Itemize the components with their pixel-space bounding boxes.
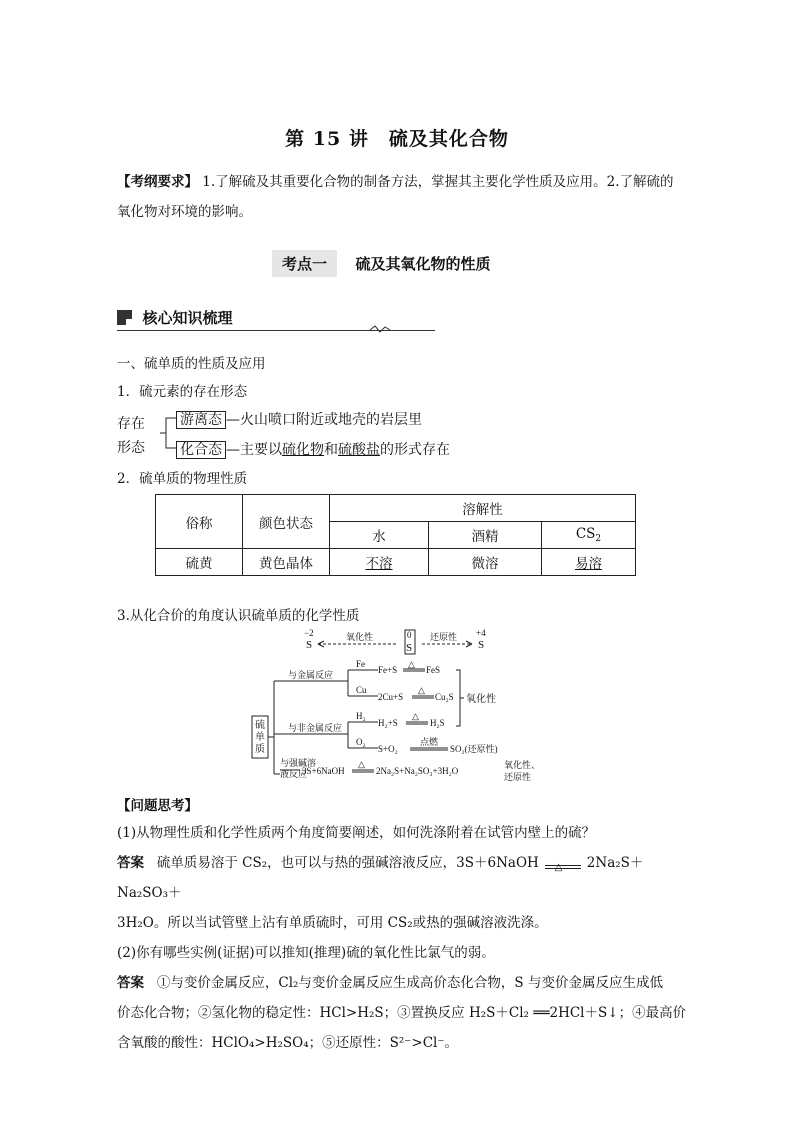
brace-icon xyxy=(158,412,178,452)
subsection-1: 一、硫单质的性质及应用 xyxy=(117,356,266,372)
h2-label: H₂ xyxy=(356,711,366,721)
and-text: 和 xyxy=(324,442,338,458)
combined-state-row xyxy=(176,439,450,459)
cell-water-text: 不溶 xyxy=(365,556,393,572)
oxidizing-label: 氧化性 xyxy=(346,632,374,642)
answer-1-part2: 2Na₂S＋Na₂SO₃＋ xyxy=(117,855,644,901)
section-heading xyxy=(117,307,232,328)
fe-product: FeS xyxy=(426,665,441,675)
free-state-desc: —火山喷口附近或地壳的岩层里 xyxy=(226,412,422,428)
sulfide-text: 硫化物 xyxy=(282,442,324,458)
free-state-row xyxy=(176,409,422,429)
combined-pre: —主要以 xyxy=(226,442,282,458)
exam-label: 【考纲要求】 xyxy=(117,174,198,190)
physical-properties-table xyxy=(155,494,636,576)
sulfur-unit-3: 质 xyxy=(255,744,265,755)
answer-2-text1: ①与变价金属反应，Cl₂与变价金属反应生成高价态化合物，S 与变价金属反应生成低 xyxy=(156,975,663,991)
item-3: 3.从化合价的角度认识硫单质的化学性质 xyxy=(117,608,360,624)
existence-label-2: 形态 xyxy=(117,440,145,456)
base-delta: △ xyxy=(358,759,365,769)
answer-2-line3: 含氧酸的酸性：HClO₄>H₂SO₄；⑤还原性：S²⁻>Cl⁻。 xyxy=(117,1035,458,1051)
page-title: 第 15 讲 硫及其化合物 xyxy=(285,128,509,150)
fe-reactant: Fe+S xyxy=(378,665,398,675)
cu-product: Cu₂S xyxy=(435,692,454,702)
h2-reactant: H₂+S xyxy=(378,718,398,728)
base-product: 2Na₂S+Na₂SO₃+3H₂O xyxy=(376,766,459,776)
answer-2-label: 答案 xyxy=(117,975,144,991)
o2-condition: 点燃 xyxy=(420,737,439,747)
reaction-diagram xyxy=(240,626,540,791)
base-note-2: 还原性 xyxy=(504,772,532,782)
th-name: 俗称 xyxy=(156,495,243,549)
base-branch-1: 与强碱溶 xyxy=(280,758,317,768)
answer-1-line2: 3H₂O。所以当试管壁上沾有单质硫时，可用 CS₂或热的强碱溶液洗涤。 xyxy=(117,915,548,931)
free-state-box: 游离态 xyxy=(176,411,226,429)
o2-reactant: S+O₂ xyxy=(378,744,398,754)
cell-water xyxy=(330,549,429,576)
kaodian-heading xyxy=(272,250,490,278)
combined-post: 的形式存在 xyxy=(380,442,450,458)
s-right: S xyxy=(478,639,485,651)
h2-delta: △ xyxy=(412,711,419,721)
answer-2-line1 xyxy=(117,968,687,998)
th-cs2: $CS_2$ xyxy=(542,522,636,549)
answer-1-part1: 硫单质易溶于 CS₂，也可以与热的强碱溶液反应，3S＋6NaOH xyxy=(156,855,539,871)
qa-block xyxy=(117,818,687,1058)
s-left: S xyxy=(306,639,313,651)
existence-label xyxy=(117,412,145,460)
fe-label: Fe xyxy=(356,659,365,669)
base-branch-2: 液反应 xyxy=(280,769,308,779)
cell-name: 硫黄 xyxy=(156,549,243,576)
metal-branch: 与金属反应 xyxy=(288,670,334,680)
th-solubility: 溶解性 xyxy=(330,495,636,522)
valence-plus4: +4 xyxy=(476,628,486,638)
kaodian-text: 硫及其氧化物的性质 xyxy=(355,255,491,273)
valence-minus2: −2 xyxy=(304,628,314,638)
kaodian-label: 考点一 xyxy=(272,250,337,277)
sulfate-text: 硫酸盐 xyxy=(338,442,380,458)
section-heading-text: 核心知识梳理 xyxy=(142,309,233,327)
th-cs2-text: CS xyxy=(575,526,596,542)
nonmetal-branch: 与非金属反应 xyxy=(288,723,343,733)
item-2: 2．硫单质的物理性质 xyxy=(117,471,248,487)
h2-product: H₂S xyxy=(430,718,445,728)
answer-1-label: 答案 xyxy=(117,855,144,871)
fe-delta: △ xyxy=(408,659,415,669)
question-1: (1)从物理性质和化学性质两个角度简要阐述，如何洗涤附着在试管内壁上的硫？ xyxy=(117,825,596,841)
cell-cs2 xyxy=(542,549,636,576)
th-color: 颜色状态 xyxy=(243,495,330,549)
th-water: 水 xyxy=(330,522,429,549)
cu-reactant: 2Cu+S xyxy=(378,692,404,702)
existence-label-1: 存在 xyxy=(117,416,145,432)
exam-line2: 氧化物对环境的影响。 xyxy=(117,204,252,220)
th-alcohol: 酒精 xyxy=(429,522,542,549)
cell-cs2-text: 易溶 xyxy=(575,556,602,572)
combined-state-box: 化合态 xyxy=(176,441,226,459)
cell-alcohol: 微溶 xyxy=(429,549,542,576)
sulfur-unit-2: 单 xyxy=(255,732,265,743)
answer-1-line1: 答案 硫单质易溶于 CS₂，也可以与热的强碱溶液反应，3S＋6NaOH △ 2Na₂S＋Na₂SO₃＋ xyxy=(117,855,644,901)
reducing-label: 还原性 xyxy=(430,632,458,642)
question-head: 【问题思考】 xyxy=(117,798,198,814)
cu-delta: △ xyxy=(418,685,425,695)
question-2: (2)你有哪些实例(证据)可以推知(推理)硫的氧化性比氯气的弱。 xyxy=(117,945,495,961)
cell-color: 黄色晶体 xyxy=(243,549,330,576)
exam-requirements xyxy=(117,167,682,227)
item-1: 1．硫元素的存在形态 xyxy=(117,384,248,400)
o2-product: SO₂(还原性) xyxy=(450,744,498,754)
ox-label: 氧化性 xyxy=(466,694,496,705)
exam-line1: 1.了解硫及其重要化合物的制备方法，掌握其主要化学性质及应用。2.了解硫的 xyxy=(198,174,674,190)
sulfur-unit-1: 硫 xyxy=(255,720,265,731)
base-reactant: 3S+6NaOH xyxy=(302,766,345,776)
s-mid: S xyxy=(406,642,413,654)
square-bullet-icon xyxy=(117,310,132,325)
base-note-1: 氧化性、 xyxy=(504,760,540,770)
wave-decoration-icon xyxy=(370,324,390,334)
valence-zero: 0 xyxy=(407,630,412,640)
o2-label: O₂ xyxy=(356,737,366,747)
answer-2-line2: 价态化合物；②氢化物的稳定性：HCl>H₂S；③置换反应 H₂S＋Cl₂ ══2HCl＋S↓；④最高价 xyxy=(117,1005,687,1021)
cu-label: Cu xyxy=(356,685,367,695)
